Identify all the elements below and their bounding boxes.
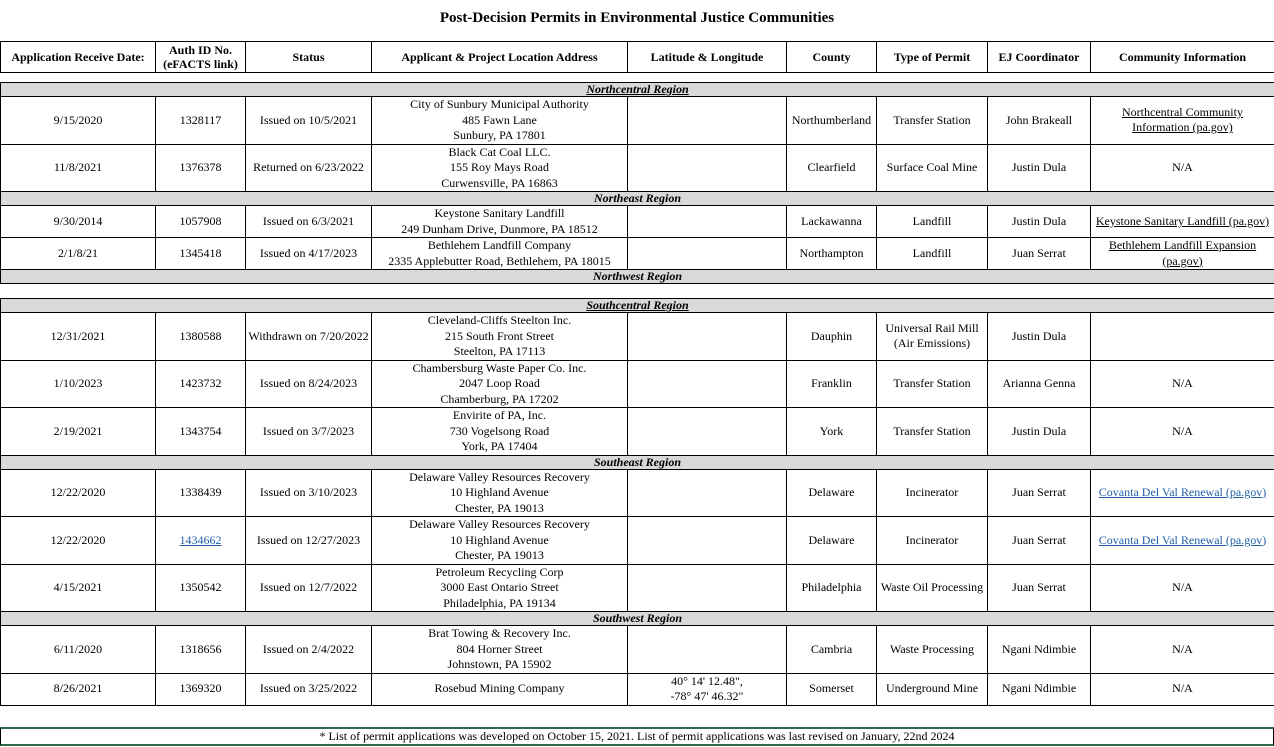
page-title: Post-Decision Permits in Environmental Justice Communities bbox=[439, 10, 835, 26]
col-county: County bbox=[787, 42, 877, 73]
auth-id-link[interactable]: 1434662 bbox=[156, 517, 246, 565]
col-auth: Auth ID No. (eFACTS link) bbox=[156, 42, 246, 73]
community-info-link[interactable]: Covanta Del Val Renewal (pa.gov) bbox=[1091, 469, 1274, 517]
table-row: 2/1/8/21 1345418 Issued on 4/17/2023 Bethlehem Landfill Company 2335 Applebutter Road, Bethlehem, PA 18015 Northampton Landfill Juan Serrat Bethlehem Landfill Expansion (pa.gov) bbox=[1, 238, 1274, 270]
spacer-row bbox=[1, 73, 1274, 83]
table-row: 2/19/2021 1343754 Issued on 3/7/2023 Envirite of PA, Inc. 730 Vogelsong Road York, PA 17404 York Transfer Station Justin Dula N/A bbox=[1, 408, 1274, 456]
region-southcentral: Southcentral Region bbox=[1, 299, 1274, 313]
table-row: 8/26/2021 1369320 Issued on 3/25/2022 Rosebud Mining Company 40° 14' 12.48", -78° 47' 46.32" Somerset Underground Mine Ngani Ndimbie N/A bbox=[1, 673, 1274, 705]
table-row: 9/30/2014 1057908 Issued on 6/3/2021 Keystone Sanitary Landfill 249 Dunham Drive, Dunmore, PA 18512 Lackawanna Landfill Justin Dula Keystone Sanitary Landfill (pa.gov) bbox=[1, 206, 1274, 238]
table-row: 12/22/2020 1338439 Issued on 3/10/2023 Delaware Valley Resources Recovery 10 Highland Avenue Chester, PA 19013 Delaware Incinerator Juan Serrat Covanta Del Val Renewal (pa.gov) bbox=[1, 469, 1274, 517]
community-info-link[interactable]: Bethlehem Landfill Expansion (pa.gov) bbox=[1091, 238, 1274, 270]
table-row: 1/10/2023 1423732 Issued on 8/24/2023 Chambersburg Waste Paper Co. Inc. 2047 Loop Road Chamberburg, PA 17202 Franklin Transfer Station Arianna Genna N/A bbox=[1, 360, 1274, 408]
table-row: 6/11/2020 1318656 Issued on 2/4/2022 Brat Towing & Recovery Inc. 804 Horner Street Johnstown, PA 15902 Cambria Waste Processing Ngani Ndimbie N/A bbox=[1, 626, 1274, 674]
region-northcentral: Northcentral Region bbox=[1, 83, 1274, 97]
region-southwest: Southwest Region bbox=[1, 612, 1274, 626]
spacer-row bbox=[1, 284, 1274, 299]
footer-note: * List of permit applications was developed on October 15, 2021. List of permit applications was last revised on January, 22nd 2024 bbox=[0, 727, 1274, 746]
region-southeast: Southeast Region bbox=[1, 455, 1274, 469]
region-northeast: Northeast Region bbox=[1, 192, 1274, 206]
col-applicant: Applicant & Project Location Address bbox=[372, 42, 628, 73]
col-latlong: Latitude & Longitude bbox=[628, 42, 787, 73]
table-row: 9/15/2020 1328117 Issued on 10/5/2021 City of Sunbury Municipal Authority 485 Fawn Lane Sunbury, PA 17801 Northumberland Transfer Station John Brakeall Northcentral Community Information (pa.gov) bbox=[1, 97, 1274, 145]
table-row: 11/8/2021 1376378 Returned on 6/23/2022 Black Cat Coal LLC. 155 Roy Mays Road Curwensville, PA 16863 Clearfield Surface Coal Mine Justin Dula N/A bbox=[1, 144, 1274, 192]
region-northwest: Northwest Region bbox=[1, 270, 1274, 284]
col-date: Application Receive Date: bbox=[1, 42, 156, 73]
table-row: 4/15/2021 1350542 Issued on 12/7/2022 Petroleum Recycling Corp 3000 East Ontario Street Philadelphia, PA 19134 Philadelphia Waste Oil Processing Juan Serrat N/A bbox=[1, 564, 1274, 612]
col-type: Type of Permit bbox=[877, 42, 988, 73]
table-row: 12/31/2021 1380588 Withdrawn on 7/20/2022 Cleveland-Cliffs Steelton Inc. 215 South Front Street Steelton, PA 17113 Dauphin Universal Rail Mill (Air Emissions) Justin Dula bbox=[1, 313, 1274, 361]
header-row bbox=[1, 42, 1274, 73]
col-coordinator: EJ Coordinator bbox=[988, 42, 1091, 73]
table-row: 12/22/2020 1434662 Issued on 12/27/2023 Delaware Valley Resources Recovery 10 Highland Avenue Chester, PA 19013 Delaware Incinerator Juan Serrat Covanta Del Val Renewal (pa.gov) bbox=[1, 517, 1274, 565]
community-info-link[interactable]: Northcentral Community Information (pa.gov) bbox=[1091, 97, 1274, 145]
permits-table bbox=[0, 41, 1274, 706]
community-info-link[interactable]: Keystone Sanitary Landfill (pa.gov) bbox=[1091, 206, 1274, 238]
community-info-link[interactable]: Covanta Del Val Renewal (pa.gov) bbox=[1091, 517, 1274, 565]
col-status: Status bbox=[246, 42, 372, 73]
col-info: Community Information bbox=[1091, 42, 1274, 73]
